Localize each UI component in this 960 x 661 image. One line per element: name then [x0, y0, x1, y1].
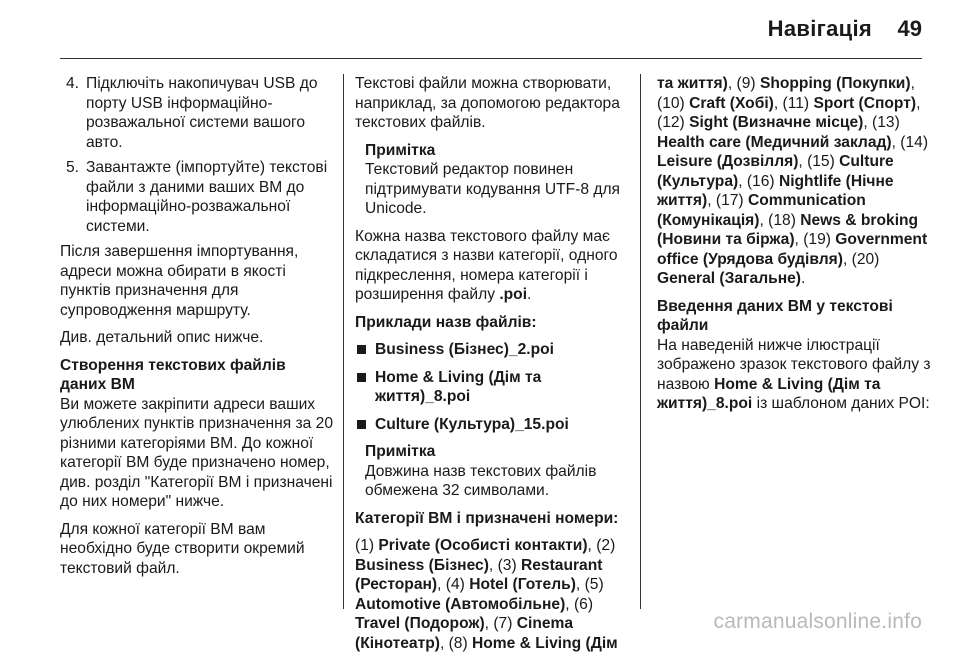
list-item [60, 158, 335, 236]
category-separator: , [727, 75, 737, 92]
note-box [355, 442, 630, 501]
paragraph: Для кожної категорії ВМ вам необхідно буде створити окремий текстовий файл. [60, 520, 305, 577]
category-name: та життя) [657, 75, 728, 92]
category-name: General (Загальне) [657, 270, 801, 287]
example-filename: Culture (Культура)_15.poi [375, 415, 569, 433]
page-header [0, 0, 960, 62]
category-separator: , [738, 172, 747, 190]
category-number: (3) [497, 556, 517, 574]
category-separator: . [800, 270, 806, 287]
category-separator: , [488, 556, 498, 574]
category-name: Restaurant (Ресторан) [355, 556, 603, 593]
section-heading: Приклади назв файлів: [355, 313, 537, 331]
paragraph: Див. детальний опис нижче. [60, 329, 264, 346]
category-number: (13) [872, 114, 900, 131]
column-divider [343, 74, 344, 609]
category-name: Culture (Культура) [657, 153, 894, 190]
note-text: Текстовий редактор повинен підтримувати кодування UTF-8 для Unicode. [365, 161, 621, 217]
category-name: Business (Бізнес) [355, 556, 489, 574]
list-item [60, 74, 335, 152]
page-number: 49 [897, 16, 922, 41]
category-number: (20) [851, 250, 880, 268]
category-number: (9) [736, 75, 756, 92]
category-number: (14) [900, 133, 929, 151]
category-name: News & broking (Новини та біржа) [657, 211, 919, 248]
step-text: Завантажте (імпортуйте) текстові файли з даними ваших ВМ до інформаційно-розважальної системи. [86, 159, 328, 235]
category-separator: , [759, 211, 769, 229]
category-name: Shopping (Покупки) [759, 75, 911, 92]
category-name: Leisure (Дозвілля) [657, 153, 799, 170]
category-separator: , [707, 192, 716, 209]
category-separator: , [773, 94, 783, 112]
category-item [783, 95, 921, 112]
paragraph [657, 336, 932, 414]
category-list [657, 74, 932, 289]
steps-list [60, 74, 335, 236]
category-separator: , [565, 595, 574, 613]
step-number: 5. [66, 159, 80, 176]
list-item [355, 415, 630, 435]
section-heading: Категорії ВМ і призначені номери: [355, 509, 619, 527]
category-number: (6) [573, 595, 594, 613]
section-heading: Створення текстових файлів даних ВМ [60, 356, 286, 393]
paragraph: Ви можете закріпити адреси ваших улюблених пунктів призначення за 20 різними категоріями ВМ. До кожної категорії ВМ буде призначено номер, див. розділ "Категорії ВМ і призначені до них номери" нижче. [60, 395, 333, 510]
text-run: . [527, 286, 532, 303]
paragraph: Текстові файли можна створювати, наприклад, за допомогою редактора текстових файлів. [355, 75, 620, 131]
category-number: (18) [768, 211, 796, 229]
category-number: (19) [803, 231, 831, 248]
category-name: Travel (Подорож) [355, 615, 485, 632]
category-separator: , [798, 153, 808, 170]
text-run: На наведеній нижче ілюстрації зображено зразок текстового файлу з назвою [657, 336, 931, 393]
file-extension: .poi [499, 286, 528, 303]
category-separator: , [794, 231, 804, 248]
text-run: із шаблоном даних POI: [752, 395, 930, 412]
category-name: Private (Особисті контакти) [378, 537, 588, 554]
note-title: Примітка [365, 141, 436, 159]
category-separator: , [484, 615, 494, 632]
category-name: Hotel (Готель) [469, 576, 576, 593]
category-number: (17) [715, 192, 744, 209]
category-item [449, 635, 618, 652]
category-item [657, 95, 783, 112]
category-name: Craft (Хобі) [689, 94, 774, 112]
category-number: (11) [782, 94, 810, 112]
category-name: Home & Living (Дім [472, 634, 618, 652]
category-name: Cinema (Кінотеатр) [355, 615, 574, 652]
example-filename: Home & Living (Дім та життя)_8.poi [375, 368, 542, 405]
category-separator: , [842, 250, 852, 268]
bullet-square-icon [357, 373, 366, 382]
category-item [657, 114, 872, 131]
category-item [737, 75, 915, 92]
bullet-square-icon [357, 420, 366, 429]
step-number: 4. [66, 75, 80, 92]
list-item [355, 368, 630, 407]
examples-list [355, 340, 630, 434]
category-name: Communication (Комунікація) [657, 192, 866, 229]
category-separator: , [863, 114, 873, 131]
category-number: (10) [657, 94, 685, 112]
bullet-square-icon [357, 345, 366, 354]
paragraph: Після завершення імпортування, адреси можна обирати в якості пунктів призначення для супроводження маршруту. [60, 243, 299, 319]
category-separator: , [916, 94, 921, 112]
column-2 [355, 74, 630, 661]
category-name: Sport (Спорт) [813, 94, 917, 112]
category-number: (15) [807, 153, 835, 170]
category-name: Nightlife (Нічне життя) [657, 172, 894, 209]
header-rule [60, 58, 922, 59]
category-separator: , [891, 133, 901, 151]
category-separator: , [439, 634, 449, 652]
column-1 [60, 74, 335, 586]
column-divider [640, 74, 641, 609]
category-number: (16) [746, 172, 775, 190]
category-item [657, 75, 737, 92]
note-text: Довжина назв текстових файлів обмежена 32 символами. [365, 462, 597, 499]
text-run: Кожна назва текстового файлу має складатися з назви категорії, одного підкреслення, номера категорії і розширення файлу [355, 227, 618, 303]
category-name: Automotive (Автомобільне) [355, 595, 566, 613]
example-filename: Business (Бізнес)_2.poi [375, 341, 554, 358]
watermark: carmanualsonline.info [713, 610, 922, 633]
column-3 [657, 74, 932, 422]
category-separator: , [437, 576, 446, 593]
section-heading: Введення даних ВМ у текстові файли [657, 297, 893, 334]
category-number: (1) [355, 537, 375, 554]
category-separator: , [575, 576, 585, 593]
category-number: (5) [584, 576, 604, 593]
category-name: Health care (Медичний заклад) [657, 133, 892, 151]
category-item [446, 576, 585, 593]
category-number: (4) [445, 576, 465, 593]
page-title: Навігація [767, 16, 872, 41]
category-item [355, 537, 596, 554]
note-title: Примітка [365, 443, 436, 460]
example-filename: Home & Living (Дім та життя)_8.poi [657, 375, 881, 412]
note-box [355, 141, 630, 219]
category-name: Government office (Урядова будівля) [657, 231, 928, 268]
category-name: Sight (Визначне місце) [689, 114, 864, 131]
step-text: Підключіть накопичувач USB до порту USB інформаційно-розважальної системи вашого авто. [86, 75, 318, 151]
category-number: (12) [657, 114, 685, 131]
category-separator: , [587, 537, 597, 554]
category-separator: , [910, 75, 915, 92]
category-number: (2) [596, 537, 616, 554]
category-number: (7) [493, 615, 513, 632]
list-item [355, 340, 630, 360]
category-number: (8) [448, 634, 468, 652]
paragraph [355, 227, 630, 305]
category-list [355, 536, 630, 653]
